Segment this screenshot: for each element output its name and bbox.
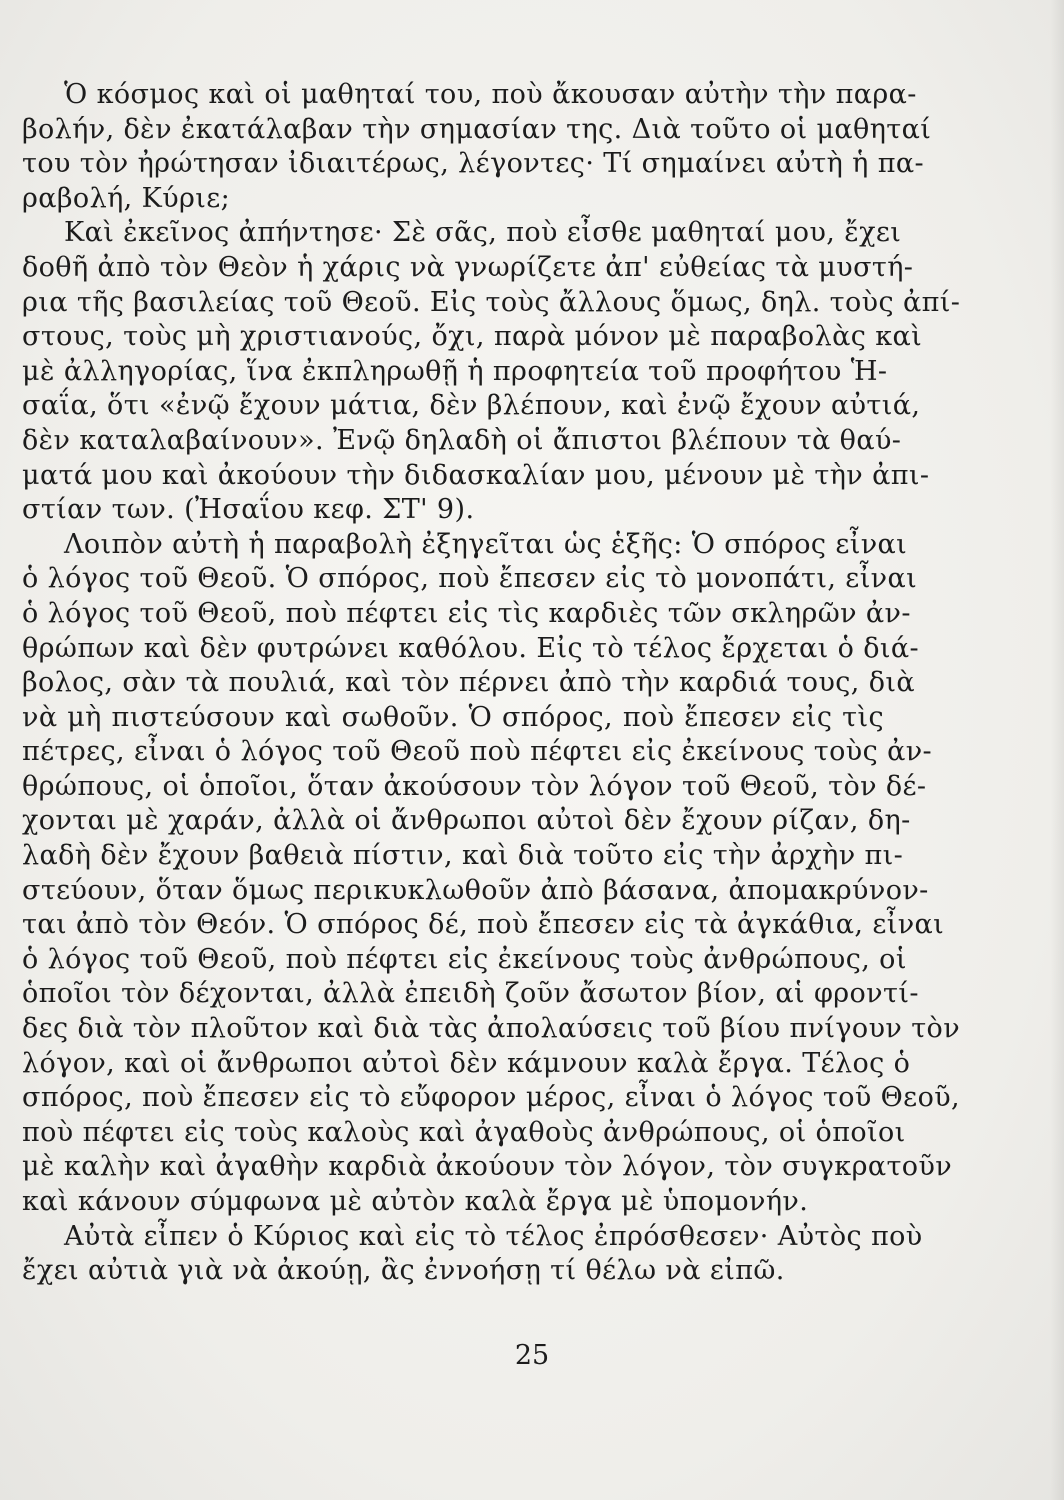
text-line: καὶ κάνουν σύμφωνα μὲ αὐτὸν καλὰ ἔργα μὲ ὑπομονήν. <box>22 1186 809 1217</box>
text-line: ἔχει αὐτιὰ γιὰ νὰ ἀκούῃ, ἂς ἐννοήσῃ τί θέλω νὰ εἰπῶ. <box>22 1255 785 1287</box>
text-line: λόγον, καὶ οἱ ἄνθρωποι αὐτοὶ δὲν κάμνουν καλὰ ἔργα. Τέλος ὁ <box>22 1047 911 1079</box>
text-line: θρώπους, οἱ ὁποῖοι, ὅταν ἀκούσουν τὸν λόγον τοῦ Θεοῦ, τὸν δέ- <box>22 770 927 802</box>
text-line: ρια τῆς βασιλείας τοῦ Θεοῦ. Εἰς τοὺς ἄλλους ὅμως, δηλ. τοὺς ἀπί- <box>22 286 961 318</box>
body-text <box>22 78 961 1289</box>
text-line: δες διὰ τὸν πλοῦτον καὶ διὰ τὰς ἀπολαύσεις τοῦ βίου πνίγουν τὸν <box>22 1013 961 1045</box>
text-line: βολος, σὰν τὰ πουλιά, καὶ τὸν πέρνει ἀπὸ τὴν καρδιά τους, διὰ <box>22 667 916 699</box>
text-line: πέτρες, εἶναι ὁ λόγος τοῦ Θεοῦ ποὺ πέφτει εἰς ἐκείνους τοὺς ἀν- <box>22 736 933 768</box>
text-line: ὁ λόγος τοῦ Θεοῦ. Ὁ σπόρος, ποὺ ἔπεσεν εἰς τὸ μονοπάτι, εἶναι <box>22 563 918 595</box>
text-line: μὲ ἀλληγορίας, ἵνα ἐκπληρωθῇ ἡ προφητεία τοῦ προφήτου Ἡ- <box>22 355 888 387</box>
text-line: Ὁ κόσμος καὶ οἱ μαθηταί του, ποὺ ἄκουσαν αὐτὴν τὴν παρα- <box>64 79 917 110</box>
text-line: λαδὴ δὲν ἔχουν βαθειὰ πίστιν, καὶ διὰ τοῦτο εἰς τὴν ἀρχὴν πι- <box>22 840 904 872</box>
text-line: ποὺ πέφτει εἰς τοὺς καλοὺς καὶ ἀγαθοὺς ἀνθρώπους, οἱ ὁποῖοι <box>22 1116 906 1148</box>
text-line: ματά μου καὶ ἀκούουν τὴν διδασκαλίαν μου, μένουν μὲ τὴν ἀπι- <box>22 459 930 491</box>
text-line: θρώπων καὶ δὲν φυτρώνει καθόλου. Εἰς τὸ τέλος ἔρχεται ὁ διά- <box>22 632 920 664</box>
text-line: του τὸν ἠρώτησαν ἰδιαιτέρως, λέγοντες· Τί σημαίνει αὐτὴ ἡ πα- <box>22 148 925 180</box>
text-line: σαΐα, ὅτι «ἐνῷ ἔχουν μάτια, δὲν βλέπουν, καὶ ἐνῷ ἔχουν αὐτιά, <box>22 390 921 422</box>
text-line: Αὐτὰ εἶπεν ὁ Κύριος καὶ εἰς τὸ τέλος ἐπρόσθεσεν· Αὐτὸς ποὺ <box>64 1220 923 1252</box>
text-line: ὁποῖοι τὸν δέχονται, ἀλλὰ ἐπειδὴ ζοῦν ἄσωτον βίον, αἱ φροντί- <box>22 978 919 1010</box>
text-line: στίαν των. (Ἠσαΐου κεφ. ΣΤ' 9). <box>22 494 475 526</box>
text-line: χονται μὲ χαράν, ἀλλὰ οἱ ἄνθρωποι αὐτοὶ δὲν ἔχουν ρίζαν, δη- <box>22 805 911 837</box>
page-edge-shadow <box>1050 0 1064 1500</box>
text-line: δὲν καταλαβαίνουν». Ἐνῷ δηλαδὴ οἱ ἄπιστοι βλέπουν τὰ θαύ- <box>22 424 902 456</box>
text-line: Καὶ ἐκεῖνος ἀπήντησε· Σὲ σᾶς, ποὺ εἶσθε μαθηταί μου, ἔχει <box>64 217 902 249</box>
text-line: ὁ λόγος τοῦ Θεοῦ, ποὺ πέφτει εἰς ἐκείνους τοὺς ἀνθρώπους, οἱ <box>22 943 907 975</box>
text-line: στεύουν, ὅταν ὅμως περικυκλωθοῦν ἀπὸ βάσανα, ἀπομακρύνον- <box>22 874 929 906</box>
text-line: ραβολή, Κύριε; <box>22 182 231 214</box>
text-line: ὁ λόγος τοῦ Θεοῦ, ποὺ πέφτει εἰς τὶς καρδιὲς τῶν σκληρῶν ἀν- <box>22 597 911 629</box>
page-number: 25 <box>514 1340 550 1371</box>
text-line: δοθῆ ἀπὸ τὸν Θεὸν ἡ χάρις νὰ γνωρίζετε ἀπ' εὐθείας τὰ μυστή- <box>22 251 914 283</box>
text-line: σπόρος, ποὺ ἔπεσεν εἰς τὸ εὔφορον μέρος, εἶναι ὁ λόγος τοῦ Θεοῦ, <box>22 1082 961 1114</box>
text-line: στους, τοὺς μὴ χριστιανούς, ὄχι, παρὰ μόνον μὲ παραβολὰς καὶ <box>22 321 923 353</box>
text-line: μὲ καλὴν καὶ ἀγαθὴν καρδιὰ ἀκούουν τὸν λόγον, τὸν συγκρατοῦν <box>22 1151 953 1183</box>
text-line: βολήν, δὲν ἐκατάλαβαν τὴν σημασίαν της. Διὰ τοῦτο οἱ μαθηταί <box>22 113 932 145</box>
text-line: Λοιπὸν αὐτὴ ἡ παραβολὴ ἐξηγεῖται ὡς ἑξῆς: Ὁ σπόρος εἶναι <box>64 528 908 560</box>
text-line: νὰ μὴ πιστεύσουν καὶ σωθοῦν. Ὁ σπόρος, ποὺ ἔπεσεν εἰς τὶς <box>22 701 884 733</box>
text-line: ται ἀπὸ τὸν Θεόν. Ὁ σπόρος δέ, ποὺ ἔπεσεν εἰς τὰ ἀγκάθια, εἶναι <box>22 909 945 941</box>
